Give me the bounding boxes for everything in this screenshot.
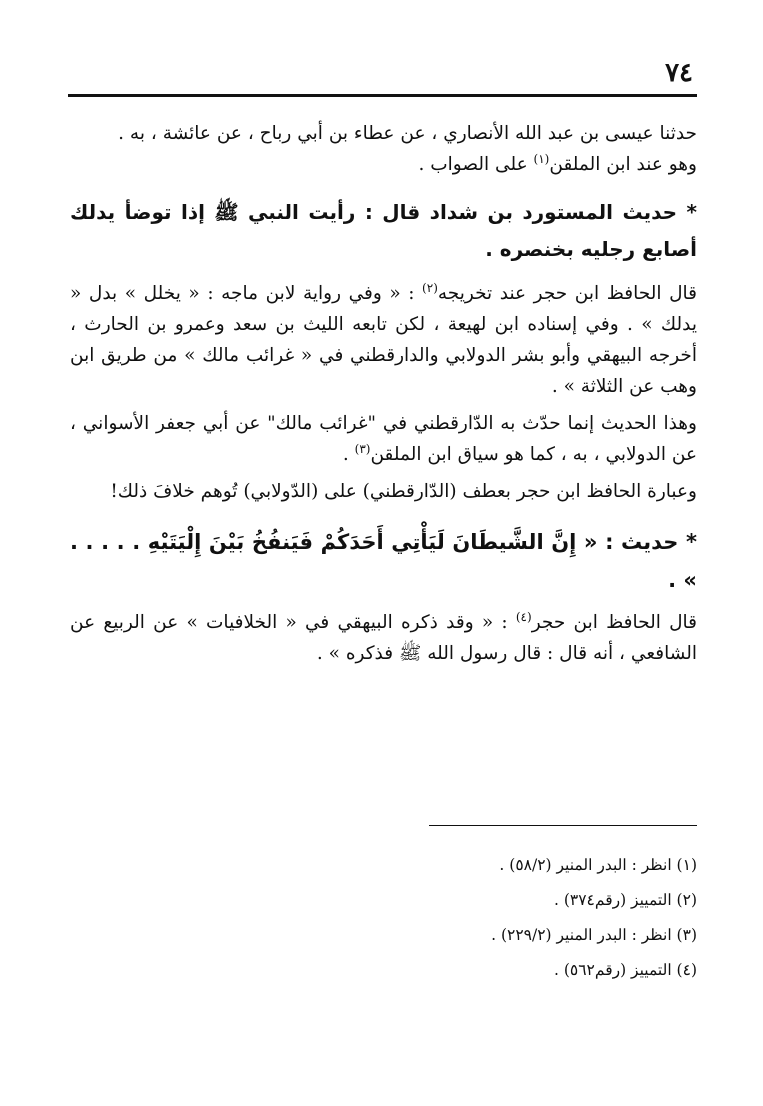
footnote-ref-3: (٣) xyxy=(354,441,371,456)
footnote-3: (٣) انظر : البدر المنير (٢٢٩/٢) . xyxy=(491,926,697,944)
paragraph-ibarah: وعبارة الحافظ ابن حجر بعطف (الدّارقطني) على (الدّولابي) تُوهم خلافَ ذلك! xyxy=(110,481,697,502)
page-number: ٧٤ xyxy=(665,58,693,88)
footnote-ref-2: (٢) xyxy=(422,280,438,295)
paragraph-daraqutni xyxy=(70,408,697,470)
hadith-quote: إِنَّ الشَّيطَانَ لَيَأْتِي أَحَدَكُمْ فَيَنفُخُ بَيْنَ إِلْيَتَيْهِ xyxy=(147,530,577,554)
footnote-ref-4: (٤) xyxy=(515,609,532,624)
paragraph-text: . xyxy=(342,444,355,465)
paragraph-ibn-hajar-takhrij xyxy=(70,278,697,402)
paragraph-text: وهذا الحديث إنما حدّث به الدّارقطني في "غرائب مالك" عن أبي جعفر الأسواني ، عن الدولابي ، به ، كما هو سياق ابن الملقن xyxy=(70,413,697,465)
footnote-4: (٤) التمييز (رقم٥٦٢) . xyxy=(553,961,697,979)
paragraph-text: : « وقد ذكره البيهقي في « الخلافيات » عن الربيع عن الشافعي ، أنه قال : قال رسول الله ﷺ فذكره » . xyxy=(70,612,697,664)
paragraph-text: على الصواب . xyxy=(418,154,534,175)
footnote-1: (١) انظر : البدر المنير (٥٨/٢) . xyxy=(499,856,697,874)
paragraph-bayhaqi xyxy=(70,607,697,669)
hadith-heading-mustawrid: * حديث المستورد بن شداد قال : رأيت النبي ﷺ إذا توضأ يدلك أصابع رجليه بخنصره . xyxy=(70,200,697,261)
header-rule xyxy=(68,94,697,97)
paragraph-text: قال الحافظ ابن حجر عند تخريجه xyxy=(437,283,697,304)
page-body xyxy=(70,118,697,669)
paragraph-isnad: حدثنا عيسى بن عبد الله الأنصاري ، عن عطاء بن أبي رباح ، عن عائشة ، به . xyxy=(118,123,697,144)
paragraph-text: وهو عند ابن الملقن xyxy=(549,154,697,175)
footnote-rule xyxy=(429,825,697,826)
paragraph-ibn-mulaqqin xyxy=(70,149,697,180)
heading-suffix: . . . . . » . xyxy=(70,530,697,592)
paragraph-text: قال الحافظ ابن حجر xyxy=(531,612,697,633)
footnote-2: (٢) التمييز (رقم٣٧٤) . xyxy=(553,891,697,909)
footnote-ref-1: (١) xyxy=(533,151,550,166)
heading-prefix: * حديث : « xyxy=(576,530,697,554)
footnotes xyxy=(70,848,697,988)
paragraph-text: : « وفي رواية لابن ماجه : « يخلل » بدل « يدلك » . وفي إسناده ابن لهيعة ، لكن تابعه الليث بن سعد وعمرو بن الحارث ، أخرجه البيهقي وأبو بشر الدولابي والدارقطني في « غرائب مالك » من طريق ابن وهب عن الثلاثة » . xyxy=(70,283,697,397)
hadith-heading-shaytan xyxy=(70,523,697,599)
